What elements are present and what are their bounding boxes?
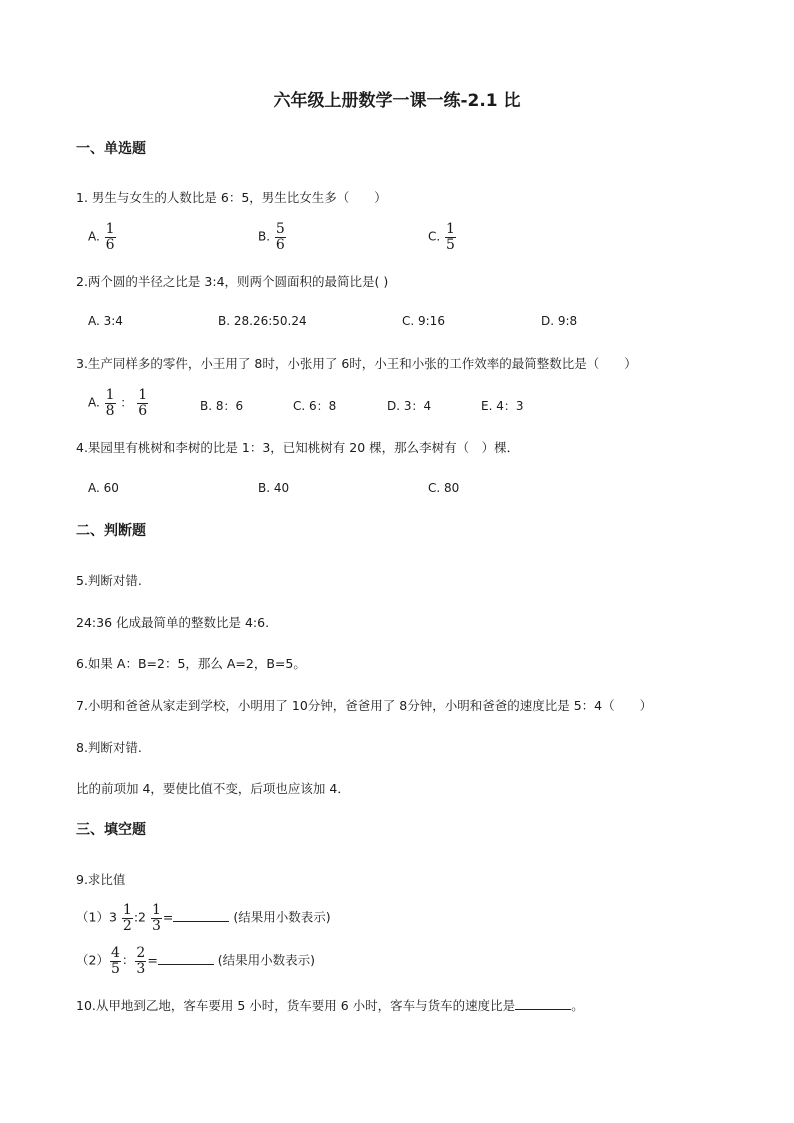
answer-blank[interactable] (515, 997, 571, 1010)
fraction: $\frac{2}{3}$ (136, 945, 146, 977)
option-label: A. (88, 395, 100, 410)
question-3-text: 3.生产同样多的零件，小王用了 8时，小张用了 6时，小王和小张的工作效率的最简整数比是（ ） (76, 356, 637, 371)
question-5-text: 5.判断对错. (76, 573, 142, 588)
question-3-option-d[interactable]: D. 3：4 (387, 399, 432, 413)
section-heading-true-false: 二、判断题 (76, 523, 146, 539)
fraction: $\frac{1}{6}$ (138, 387, 148, 419)
option-label: A. (88, 229, 100, 244)
question-3-option-c[interactable]: C. 6：8 (293, 399, 337, 413)
part-note: (结果用小数表示) (233, 909, 331, 925)
fraction: $\frac{1}{6}$ (105, 221, 115, 253)
ratio-text: :2 (133, 909, 146, 925)
question-2-text: 2.两个圆的半径之比是 3:4，则两个圆面积的最简比是( ) (76, 274, 389, 289)
question-4-text: 4.果园里有桃树和李树的比是 1：3，已知桃树有 20 棵，那么李树有（ ）棵． (76, 440, 520, 455)
equals-sign: = (162, 909, 174, 925)
question-2-option-b[interactable]: B. 28.26:50.24 (218, 314, 307, 328)
question-4-option-a[interactable]: A. 60 (88, 481, 119, 495)
question-8-text: 8.判断对错. (76, 740, 142, 755)
section-heading-fill-in: 三、填空题 (76, 822, 146, 838)
fraction: $\frac{5}{6}$ (275, 221, 285, 253)
question-4-option-c[interactable]: C. 80 (428, 481, 460, 495)
section-heading-single-choice: 一、单选题 (76, 141, 146, 157)
question-9-part-2 (76, 946, 315, 976)
question-10 (76, 996, 584, 1014)
question-6-text: 6.如果 A：B=2：5，那么 A=2，B=5。 (76, 656, 306, 671)
question-10-text: 10.从甲地到乙地，客车要用 5 小时，货车要用 6 小时，客车与货车的速度比是 (76, 998, 516, 1013)
fraction: $\frac{1}{8}$ (105, 387, 115, 419)
question-1-option-a[interactable] (88, 222, 117, 252)
question-1-option-b[interactable] (258, 222, 287, 252)
part-prefix: （2） (76, 952, 109, 968)
answer-blank[interactable] (173, 909, 229, 922)
fraction: $\frac{1}{5}$ (446, 221, 455, 253)
answer-blank[interactable] (158, 952, 214, 965)
question-2-option-d[interactable]: D. 9:8 (541, 314, 578, 328)
question-3-option-a[interactable] (88, 388, 149, 418)
sentence-end: 。 (571, 998, 584, 1013)
question-4-option-b[interactable]: B. 40 (258, 481, 290, 495)
question-1-option-c[interactable] (428, 222, 457, 252)
ratio-separator: ： (121, 952, 135, 968)
part-prefix: （1）3 (76, 909, 117, 925)
question-2-option-c[interactable]: C. 9:16 (402, 314, 445, 328)
question-9-text: 9.求比值 (76, 872, 126, 887)
fraction: $\frac{4}{5}$ (110, 945, 120, 977)
option-label: B. (258, 229, 271, 244)
question-1-text: 1. 男生与女生的人数比是 6：5，男生比女生多（ ） (76, 190, 387, 205)
equals-sign: = (147, 952, 158, 968)
fraction: $\frac{1}{3}$ (151, 902, 161, 934)
fraction: $\frac{1}{2}$ (122, 902, 132, 934)
question-8-statement: 比的前项加 4，要使比值不变，后项也应该加 4． (76, 781, 350, 796)
page-title: 六年级上册数学一课一练-2.1 比 (273, 91, 521, 111)
question-3-option-b[interactable]: B. 8：6 (200, 399, 244, 413)
ratio-separator: ： (120, 395, 133, 410)
question-9-part-1 (76, 903, 331, 933)
question-5-statement: 24:36 化成最简单的整数比是 4:6. (76, 615, 270, 630)
part-note: (结果用小数表示) (217, 952, 316, 968)
question-3-option-e[interactable]: E. 4：3 (481, 399, 524, 413)
option-label: C. (428, 229, 441, 244)
question-7-text: 7.小明和爸爸从家走到学校，小明用了 10分钟，爸爸用了 8分钟，小明和爸爸的速度比是 5：4（ ） (76, 698, 653, 713)
question-2-option-a[interactable]: A. 3:4 (88, 314, 123, 328)
